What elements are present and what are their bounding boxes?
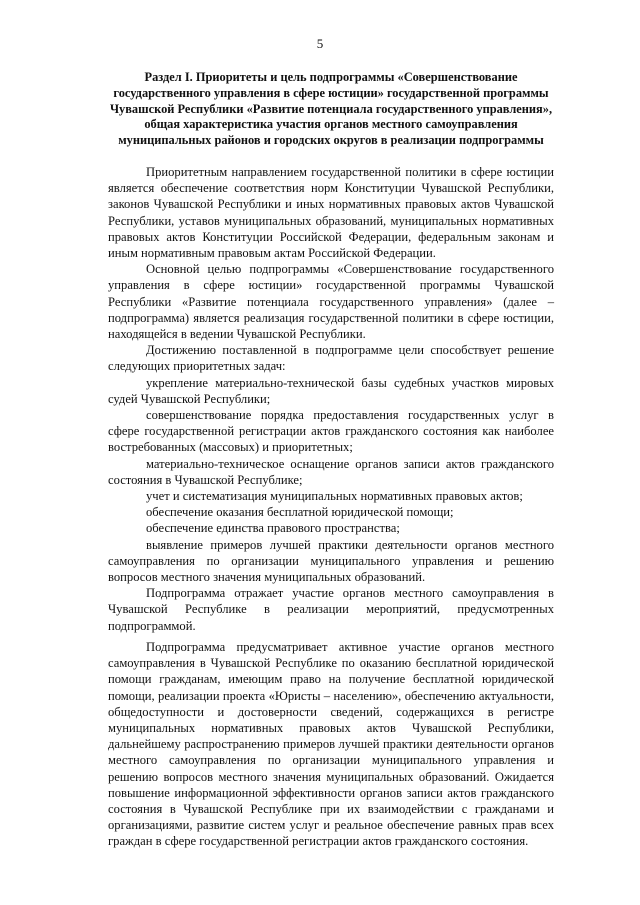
list-item: обеспечение оказания бесплатной юридической помощи; xyxy=(146,505,454,520)
page-number: 5 xyxy=(316,36,324,51)
list-item: материально-техническое оснащение органов записи актов гражданского состояния в Чувашской Республике; xyxy=(108,456,554,487)
section-heading: Раздел I. Приоритеты и цель подпрограммы «Совершенствование государственного управления в сфере юстиции» государственной программы Чувашской Республики «Развитие потенциала государственного управления», общая характеристика участия органов местного самоуправления муниципальных районов и городских округов в реализации подпрограммы xyxy=(109,70,553,148)
list-item: выявление примеров лучшей практики деятельности органов местного самоуправления по организации муниципального управления и решению вопросов местного значения муниципальных образований. xyxy=(108,537,554,585)
list-item: обеспечение единства правового пространства; xyxy=(146,521,400,536)
paragraph: Подпрограмма отражает участие органов местного самоуправления в Чувашской Республике в реализации мероприятий, предусмотренных подпрограммой. xyxy=(108,586,554,633)
paragraph: Подпрограмма предусматривает активное участие органов местного самоуправления в Чувашской Республике по оказанию бесплатной юридической помощи гражданам, имеющим право на получение бесплатной юридической помощи, реализации проекта «Юристы – населению», обеспечению актуальности, общедоступности и достоверности сведений, содержащихся в регистре муниципальных нормативных правовых актов Чувашской Республики, дальнейшему распространению примеров лучшей практики деятельности органов местного самоуправления по организации муниципального управления и решению вопросов местного значения муниципальных образований. Ожидается повышение информационной эффективности органов записи актов гражданского состояния в Чувашской Республике при их взаимодействии с гражданами и организациями, развитие систем услуг и реальное обеспечение равных прав всех граждан в сфере государственной регистрации актов гражданского состояния. xyxy=(108,639,554,849)
paragraph: Основной целью подпрограммы «Совершенствование государственного управления в сфере юстиции» государственной программы Чувашской Республики «Развитие потенциала государственного управления» (далее – подпрограмма) является реализация государственной политики в сфере юстиции, находящейся в ведении Чувашской Республики. xyxy=(108,262,554,342)
list-item: совершенствование порядка предоставления государственных услуг в сфере государственной регистрации актов гражданского состояния как наиболее востребованных (массовых) и приоритетных; xyxy=(108,408,554,455)
paragraph: Приоритетным направлением государственной политики в сфере юстиции является обеспечение соответствия норм Конституции Чувашской Республики, законов Чувашской Республики и иных нормативных правовых актов Чувашской Республики, уставов муниципальных образований, муниципальных нормативных правовых актов Конституции Российской Федерации, федеральным законам и иным нормативным правовым актам Российской Федерации. xyxy=(108,165,554,261)
body-text xyxy=(108,164,554,850)
list-item: укрепление материально-технической базы судебных участков мировых судей Чувашской Республики; xyxy=(108,375,554,406)
list-item: учет и систематизация муниципальных нормативных правовых актов; xyxy=(146,489,523,504)
paragraph: Достижению поставленной в подпрограмме цели способствует решение следующих приоритетных задач: xyxy=(108,343,554,374)
